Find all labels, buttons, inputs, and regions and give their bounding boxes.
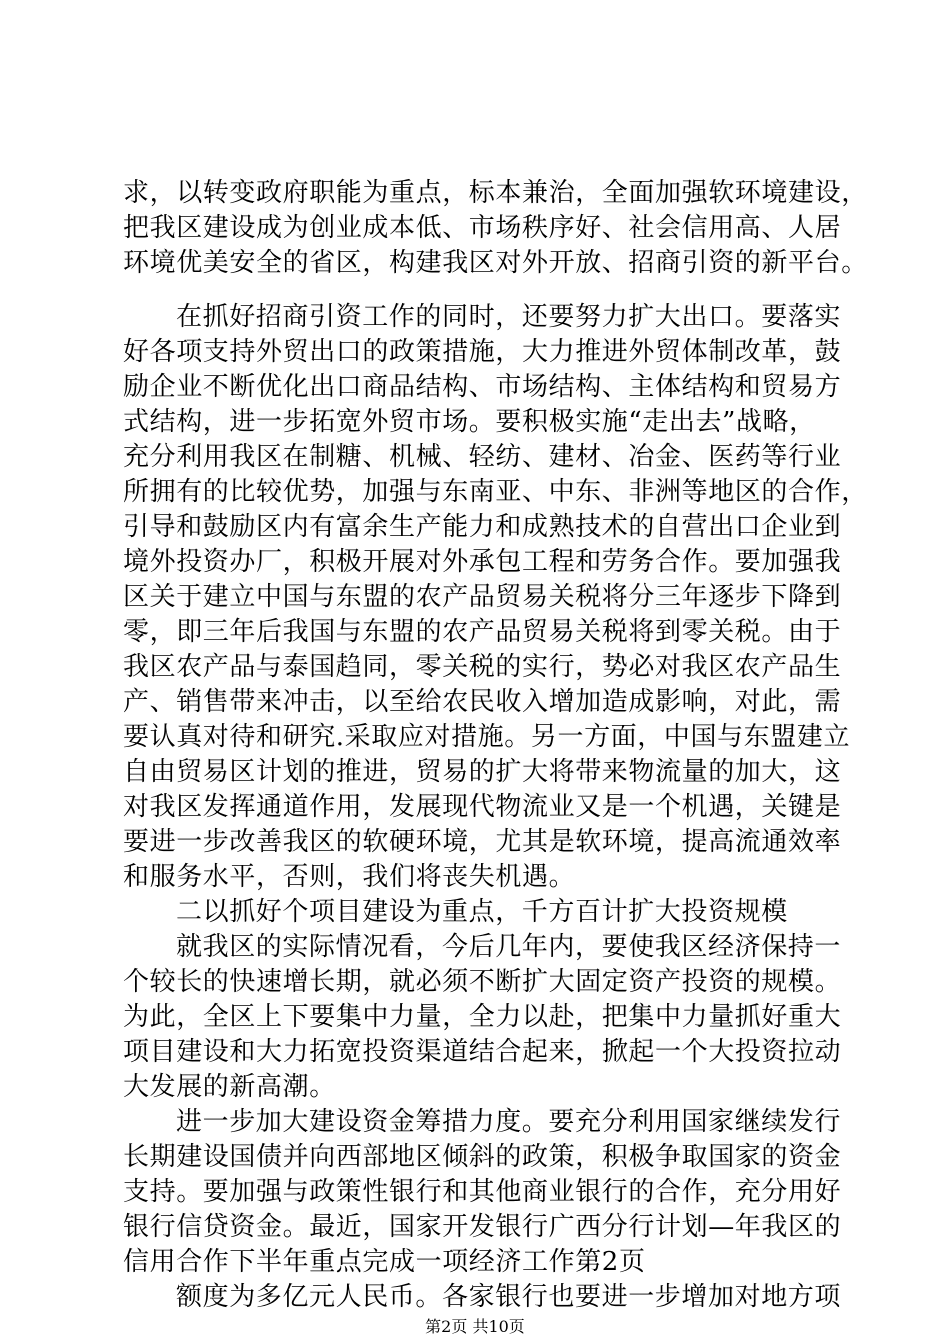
- text-line: 为此，全区上下要集中力量，全力以赴，把集中力量抓好重大: [123, 1002, 842, 1032]
- text-line: 要进一步改善我区的软硬环境，尤其是软环境，提高流通效率: [123, 827, 842, 857]
- text-line: 引导和鼓励区内有富余生产能力和成熟技术的自营出口企业到: [123, 512, 842, 542]
- text-line: 区关于建立中国与东盟的农产品贸易关税将分三年逐步下降到: [123, 582, 842, 612]
- paragraph-first-line: 就我区的实际情况看，今后几年内，要使我区经济保持一: [176, 932, 842, 962]
- text-line: 把我区建设成为创业成本低、市场秩序好、社会信用高、人居: [123, 213, 842, 243]
- text-line: 我区农产品与泰国趋同，零关税的实行，势必对我区农产品生: [123, 652, 842, 682]
- text-line: 环境优美安全的省区，构建我区对外开放、招商引资的新平台。: [123, 248, 868, 278]
- text-line: 和服务水平，否则，我们将丧失机遇。: [123, 862, 576, 892]
- text-line: 支持。要加强与政策性银行和其他商业银行的合作，充分用好: [123, 1177, 842, 1207]
- text-line: 项目建设和大力拓宽投资渠道结合起来，掀起一个大投资拉动: [123, 1037, 842, 1067]
- text-line: 式结构，进一步拓宽外贸市场。要积极实施“走出去”战略，: [123, 407, 816, 437]
- text-line: 好各项支持外贸出口的政策措施，大力推进外贸体制改革，鼓: [123, 337, 842, 367]
- text-line: 求，以转变政府职能为重点，标本兼治，全面加强软环境建设，: [123, 178, 868, 208]
- text-line: 零，即三年后我国与东盟的农产品贸易关税将到零关税。由于: [123, 617, 842, 647]
- text-line: 励企业不断优化出口商品结构、市场结构、主体结构和贸易方: [123, 372, 842, 402]
- text-line: 个较长的快速增长期，就必须不断扩大固定资产投资的规模。: [123, 967, 842, 997]
- section-heading: 二以抓好个项目建设为重点，千方百计扩大投资规模: [176, 897, 788, 927]
- text-line: 产、销售带来冲击，以至给农民收入增加造成影响，对此，需: [123, 687, 842, 717]
- text-line: 境外投资办厂，积极开展对外承包工程和劳务合作。要加强我: [123, 547, 842, 577]
- text-line: 信用合作下半年重点完成一项经济工作第2页: [123, 1247, 646, 1277]
- text-line: 长期建设国债并向西部地区倾斜的政策，积极争取国家的资金: [123, 1142, 842, 1172]
- text-line: 充分利用我区在制糖、机械、轻纺、建材、冶金、医药等行业: [123, 442, 842, 472]
- text-line: 自由贸易区计划的推进，贸易的扩大将带来物流量的加大，这: [123, 757, 842, 787]
- paragraph-first-line: 在抓好招商引资工作的同时，还要努力扩大出口。要落实: [176, 302, 842, 332]
- text-line: 大发展的新高潮。: [123, 1072, 336, 1102]
- page-footer: 第2页 共10页: [425, 1317, 525, 1336]
- text-line: 要认真对待和研究.采取应对措施。另一方面，中国与东盟建立: [123, 722, 851, 752]
- paragraph-first-line: 额度为多亿元人民币。各家银行也要进一步增加对地方项: [176, 1282, 842, 1312]
- paragraph-first-line: 进一步加大建设资金筹措力度。要充分利用国家继续发行: [176, 1107, 842, 1137]
- text-line: 所拥有的比较优势，加强与东南亚、中东、非洲等地区的合作，: [123, 477, 868, 507]
- text-line: 对我区发挥通道作用，发展现代物流业又是一个机遇，关键是: [123, 792, 842, 822]
- text-line: 银行信贷资金。最近，国家开发银行广西分行计划—年我区的: [123, 1212, 842, 1242]
